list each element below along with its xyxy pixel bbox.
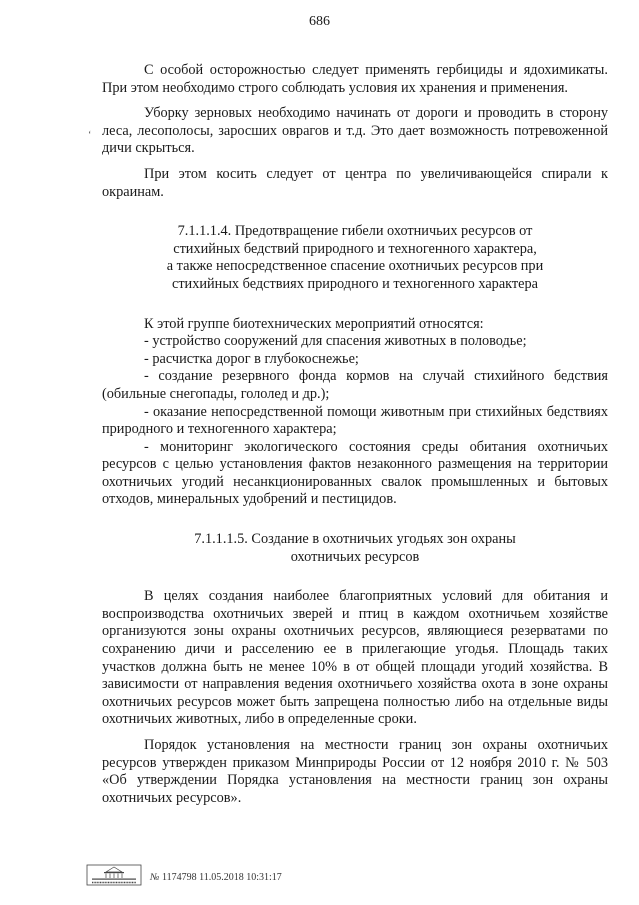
government-building-stamp-icon [86,864,142,886]
measures-list [102,333,608,509]
heading-line: а также непосредственное спасение охотничьих ресурсов при [166,258,544,275]
heading-line: 7.1.1.1.5. Создание в охотничьих угодьях зон охраны [194,531,516,548]
paragraph-mowing: При этом косить следует от центра по увеличивающейся спирали к окраинам. [102,165,608,200]
registration-number-sign: № [150,872,160,883]
list-item: - расчистка дорог в глубокоснежье; [144,350,359,367]
page-number: 686 [309,14,330,29]
list-intro: К этой группе биотехнических мероприятий относятся: [144,315,484,332]
heading-line: стихийных бедствиях природного и техногенного характера [171,275,539,292]
heading-line: 7.1.1.1.4. Предотвращение гибели охотничьих ресурсов от [177,223,533,240]
heading-line: охотничьих ресурсов [290,548,420,565]
paragraph-herbicides: С особой осторожностью следует применять гербициды и ядохимикаты. При этом необходимо строго соблюдать условия их хранения и применения. [102,62,608,96]
document-footer [86,862,282,886]
section-heading-7-1-1-1-5 [102,531,608,566]
document-body [102,62,608,807]
heading-line: стихийных бедствий природного и техногенного характера, [173,240,537,257]
list-item: - устройство сооружений для спасения животных в половодье; [144,333,527,350]
registration-stamp [150,872,282,886]
section-heading-7-1-1-1-4 [102,223,608,293]
paragraph-protection-zones: В целях создания наиболее благоприятных условий для обитания и воспроизводства охотничьих зверей и птиц в каждом охотничьем хозяйстве организуются зоны охраны охотничьих ресурсов, являющиеся резерватами по сохранению дичи и расселению ее в прилегающие угодья. Площадь таких участков должна быть не менее 10% в от общей площади угодий хозяйства. В зависимости от направления ведения охотничьего хозяйства охота в зоне охраны охотничьих ресурсов может быть запрещена полностью либо на отдельные виды охотничьих животных, либо в определенные сроки. [102,588,608,728]
registration-number-and-date: 1174798 11.05.2018 10:31:17 [161,872,282,883]
margin-mark: ‘ [88,130,92,141]
list-item: - мониторинг экологического состояния среды обитания охотничьих ресурсов с целью установления фактов незаконного размещения на территории охотничьих угодий несанкционированных свалок промышленных и бытовых отходов, минеральных удобрений и пестицидов. [102,438,608,508]
list-item: - оказание непосредственной помощи животным при стихийных бедствиях природного и техногенного характера; [102,403,608,438]
paragraph-harvesting: Уборку зерновых необходимо начинать от дороги и проводить в сторону леса, лесополосы, заросших оврагов и т.д. Это дает возможность потревоженной дичи скрыться. [102,105,608,157]
paragraph-order-reference: Порядок установления на местности границ зон охраны охотничьих ресурсов утвержден приказом Минприроды России от 12 ноября 2010 г. № 503 «Об утверждении Порядка установления на местности границ зон охраны охотничьих ресурсов». [102,737,608,806]
list-item: - создание резервного фонда кормов на случай стихийного бедствия (обильные снегопады, гололед и др.); [102,368,608,402]
